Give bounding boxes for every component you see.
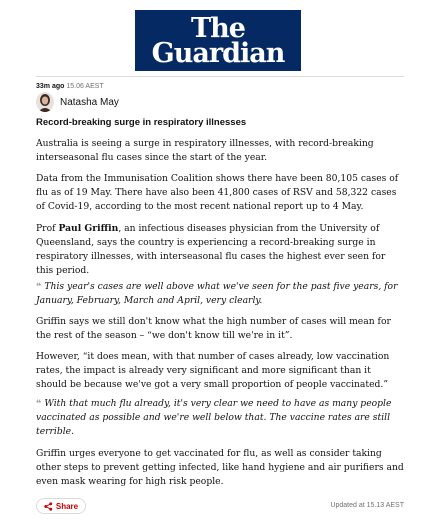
live-blog-post	[36, 76, 404, 511]
prof-rest: , an infectious diseases physician from the University of Queensland, says the country is experiencing a record-breaking surge in respiratory illnesses, with interseasonal flu cases the highest ever seen for this period.	[36, 223, 386, 276]
paragraph-1: Australia is seeing a surge in respiratory illnesses, with record-breaking interseasonal flu cases since the start of the year.	[36, 138, 374, 163]
quote-mark-icon: ❝	[36, 281, 42, 292]
time-ago: 33m ago	[36, 83, 65, 90]
quote-text: With that much flu already, it's very clear we need to have as many people vaccinated as possible and we're well below that. The vaccine rates are still terrible.	[36, 398, 392, 437]
logo-line-1: The	[191, 13, 245, 44]
post-timestamp[interactable]	[36, 83, 104, 90]
paragraph-5: Griffin urges everyone to get vaccinated for flu, as well as consider taking other steps to prevent getting infected, like hand hygiene and air purifiers and even mask wearing for high risk people.	[36, 448, 404, 487]
author-name: Natasha May	[60, 96, 119, 108]
paragraph-3: Griffin says we still don't know what the high number of cases will mean for the rest of the season – “we don't know till we're in it”.	[36, 316, 391, 341]
updated-timestamp: Updated at 15.13 AEST	[330, 502, 404, 509]
post-headline: Record-breaking surge in respiratory illnesses	[36, 117, 247, 128]
pull-quote-2	[36, 397, 404, 439]
prof-prefix: Prof	[36, 223, 59, 234]
time: 15.06 AEST	[66, 83, 104, 90]
paragraph-2: Data from the Immunisation Coalition shows there have been 80,105 cases of flu as of 19 May. There have also been 41,800 cases of RSV and 58,322 cases of Covid-19, according to the most recent national report up to 4 May.	[36, 173, 399, 212]
quote-text: This year's cases are well above what we've seen for the past five years, for January, February, March and April, very clearly.	[36, 281, 398, 306]
person-name: Paul Griffin	[58, 223, 119, 234]
guardian-logo[interactable]	[135, 10, 301, 71]
share-icon	[44, 502, 53, 511]
paragraph-prof-griffin	[36, 222, 404, 278]
author-avatar	[36, 92, 54, 112]
author-byline	[36, 92, 119, 112]
pull-quote-1	[36, 280, 404, 308]
paragraph-4: However, “it does mean, with that number of cases already, low vaccination rates, the impact is already very significant and more significant than it should be because we've got a very small proportion of people vaccinated.”	[36, 351, 390, 390]
logo-line-2: Guardian	[151, 38, 285, 69]
quote-mark-icon: ❝	[36, 398, 42, 409]
share-label: Share	[55, 501, 79, 511]
share-button[interactable]	[36, 498, 86, 514]
